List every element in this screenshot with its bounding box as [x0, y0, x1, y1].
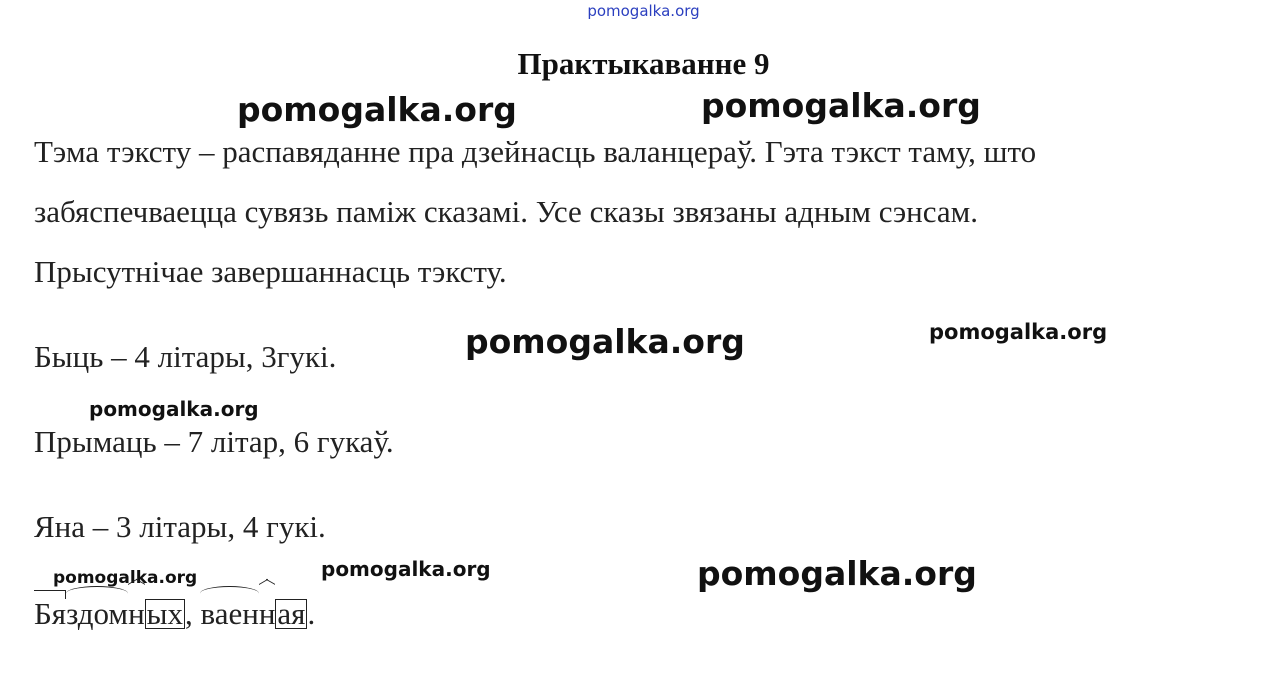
- prefix: Бя: [34, 596, 66, 632]
- root-arc: [200, 586, 258, 601]
- paragraph-line-3: Прысутнічае завершаннасць тэксту.: [34, 254, 507, 289]
- watermark: pomogalka.org: [53, 568, 198, 588]
- ending-box: ых: [146, 596, 183, 631]
- watermark: pomogalka.org: [237, 90, 517, 129]
- period: .: [307, 596, 316, 631]
- suffix-mark: [128, 584, 145, 596]
- morpheme-analysis: [34, 596, 315, 632]
- page-title: Практыкаванне 9: [517, 46, 770, 81]
- root: здом: [66, 596, 128, 632]
- ending-box: ая: [277, 596, 306, 631]
- separator: ,: [184, 596, 201, 631]
- word-analysis-1: Быць – 4 літары, 3гукі.: [34, 339, 337, 374]
- suffix-mark: [259, 584, 276, 596]
- watermark: pomogalka.org: [89, 397, 259, 421]
- root-arc: [66, 586, 128, 601]
- word-analysis-3: Яна – 3 літары, 4 гукі.: [34, 509, 326, 544]
- word-analysis-2: Прымаць – 7 літар, 6 гукаў.: [34, 424, 394, 459]
- source-link[interactable]: pomogalka.org: [587, 2, 700, 20]
- paragraph-line-1: Тэма тэксту – распавяданне пра дзейнасць валанцераў. Гэта тэкст таму, што: [34, 134, 1037, 169]
- root: ваен: [200, 596, 258, 632]
- paragraph-line-2: забяспечваецца сувязь паміж сказамі. Усе сказы звязаны адным сэнсам.: [34, 194, 979, 229]
- watermark: pomogalka.org: [465, 322, 745, 361]
- suffix: н: [128, 596, 145, 632]
- watermark: pomogalka.org: [701, 86, 981, 125]
- watermark: pomogalka.org: [321, 557, 491, 581]
- prefix-mark: [34, 590, 66, 599]
- watermark: pomogalka.org: [929, 320, 1108, 344]
- watermark: pomogalka.org: [697, 554, 977, 593]
- suffix: н: [259, 596, 276, 632]
